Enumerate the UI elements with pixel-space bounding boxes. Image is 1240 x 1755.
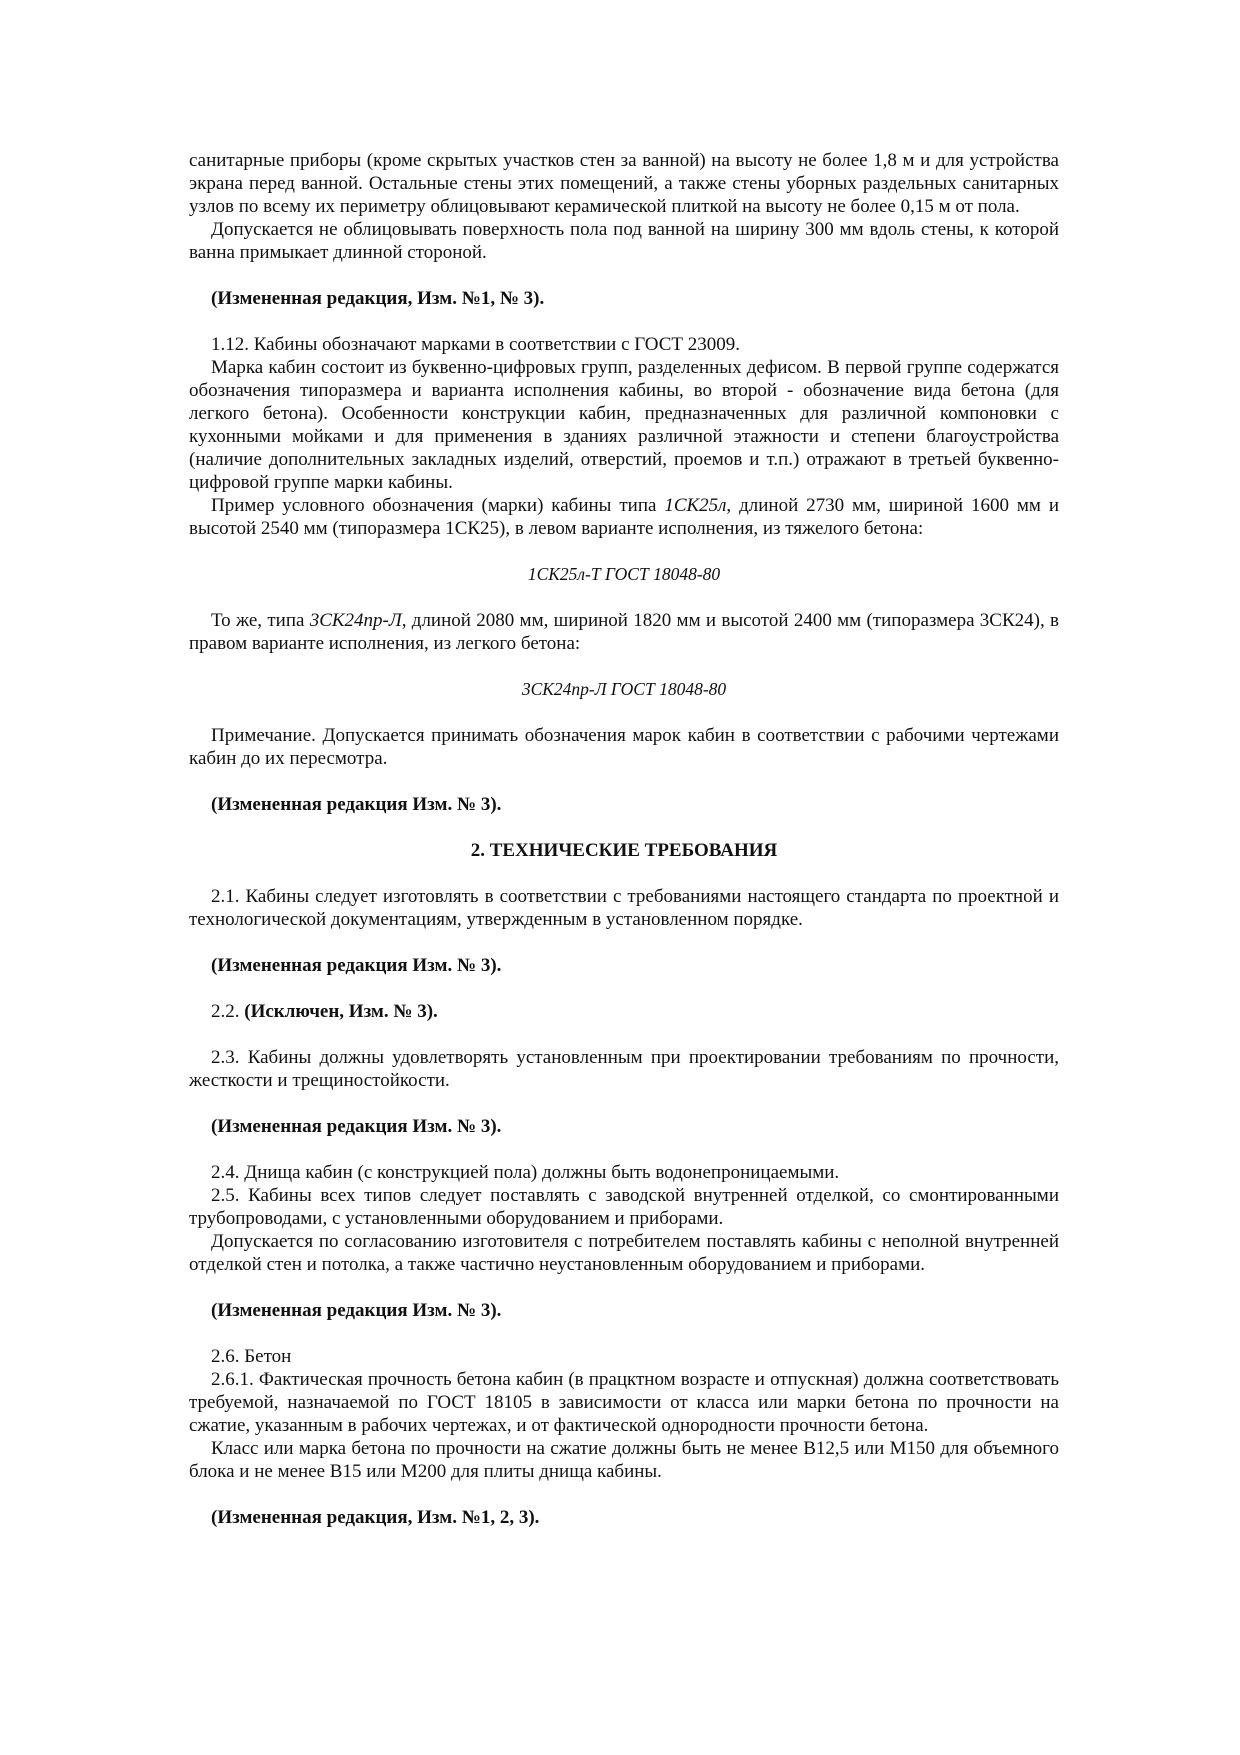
paragraph: 1.12. Кабины обозначают марками в соответствии с ГОСТ 23009. [211, 334, 741, 355]
paragraph: 2.6.1. Фактическая прочность бетона кабин (в працктном возрасте и отпускная) должна соответствовать требуемой, назначаемой по ГОСТ 18105 в зависимости от класса или марки бетона по прочности на сжатие, указанным в рабочих чертежах, и от фактической однородности прочности бетона. [189, 1369, 1059, 1436]
text-run: Пример условного обозначения (марки) кабины типа [211, 495, 665, 516]
designation-example: 1СК25л-Т ГОСТ 18048-80 [527, 564, 721, 584]
revision-note: (Измененная редакция, Изм. №1, № 3). [211, 288, 545, 309]
section-heading: 2. ТЕХНИЧЕСКИЕ ТРЕБОВАНИЯ [470, 840, 778, 861]
revision-note: (Измененная редакция Изм. № 3). [211, 1116, 502, 1137]
revision-note: (Измененная редакция Изм. № 3). [211, 794, 502, 815]
paragraph [189, 609, 1059, 655]
cabin-type: 1СК25л [664, 495, 727, 516]
paragraph: Марка кабин состоит из буквенно-цифровых групп, разделенных дефисом. В первой группе содержатся обозначения типоразмера и варианта исполнения кабины, во второй - обозначение вида бетона (для легкого бетона). Особенности конструкции кабин, предназначенных для различной компоновки с кухонными мойками и для применения в зданиях различной этажности и степени благоустройства (наличие дополнительных закладных изделий, отверстий, проемов и т.п.) отражают в третьей буквенно-цифровой группе марки кабины. [189, 357, 1059, 493]
paragraph: Допускается не облицовывать поверхность пола под ванной на ширину 300 мм вдоль стены, к которой ванна примыкает длинной стороной. [189, 219, 1059, 263]
paragraph: санитарные приборы (кроме скрытых участков стен за ванной) на высоту не более 1,8 м и для устройства экрана перед ванной. Остальные стены этих помещений, а также стены уборных раздельных санитарных узлов по всему их периметру облицовывают керамической плиткой на высоту не более 0,15 м от пола. [189, 150, 1059, 217]
text-run: , длиной 2730 мм, шириной 1600 мм и высотой 2540 мм (типоразмера 1СК25), в левом варианте исполнения, из тяжелого бетона: [189, 495, 1059, 539]
paragraph: 2.4. Днища кабин (с конструкцией пола) должны быть водонепроницаемыми. [211, 1162, 840, 1183]
paragraph: Допускается по согласованию изготовителя с потребителем поставлять кабины с неполной внутренней отделкой стен и потолка, а также частично неустановленным оборудованием и приборами. [189, 1231, 1059, 1275]
paragraph: 2.5. Кабины всех типов следует поставлять с заводской внутренней отделкой, со смонтированными трубопроводами, с установленными оборудованием и приборами. [189, 1185, 1059, 1229]
clause-number: 2.2. [211, 1001, 245, 1022]
document-page [189, 149, 1059, 1529]
paragraph: 2.1. Кабины следует изготовлять в соответствии с требованиями настоящего стандарта по проектной и технологической документациям, утвержденным в установленном порядке. [189, 886, 1059, 930]
text-run: , длиной 2080 мм, шириной 1820 мм и высотой 2400 мм (типоразмера 3СК24), в правом варианте исполнения, из легкого бетона: [189, 610, 1060, 654]
paragraph: 2.6. Бетон [211, 1346, 292, 1367]
paragraph [189, 494, 1059, 540]
note: Примечание. Допускается принимать обозначения марок кабин в соответствии с рабочими чертежами кабин до их пересмотра. [189, 725, 1059, 769]
cabin-type: 3СК24пр-Л [309, 610, 402, 631]
paragraph: Класс или марка бетона по прочности на сжатие должны быть не менее В12,5 или М150 для объемного блока и не менее В15 или М200 для плиты днища кабины. [189, 1438, 1059, 1482]
paragraph [189, 1000, 1059, 1023]
revision-note: (Измененная редакция Изм. № 3). [211, 1300, 502, 1321]
designation-example: 3СК24пр-Л ГОСТ 18048-80 [521, 679, 727, 699]
excluded-note: (Исключен, Изм. № 3). [244, 1001, 438, 1022]
revision-note: (Измененная редакция Изм. № 3). [211, 955, 502, 976]
text-run: То же, типа [211, 610, 310, 631]
revision-note: (Измененная редакция, Изм. №1, 2, 3). [211, 1507, 540, 1528]
paragraph: 2.3. Кабины должны удовлетворять установленным при проектировании требованиям по прочности, жесткости и трещиностойкости. [189, 1047, 1059, 1091]
